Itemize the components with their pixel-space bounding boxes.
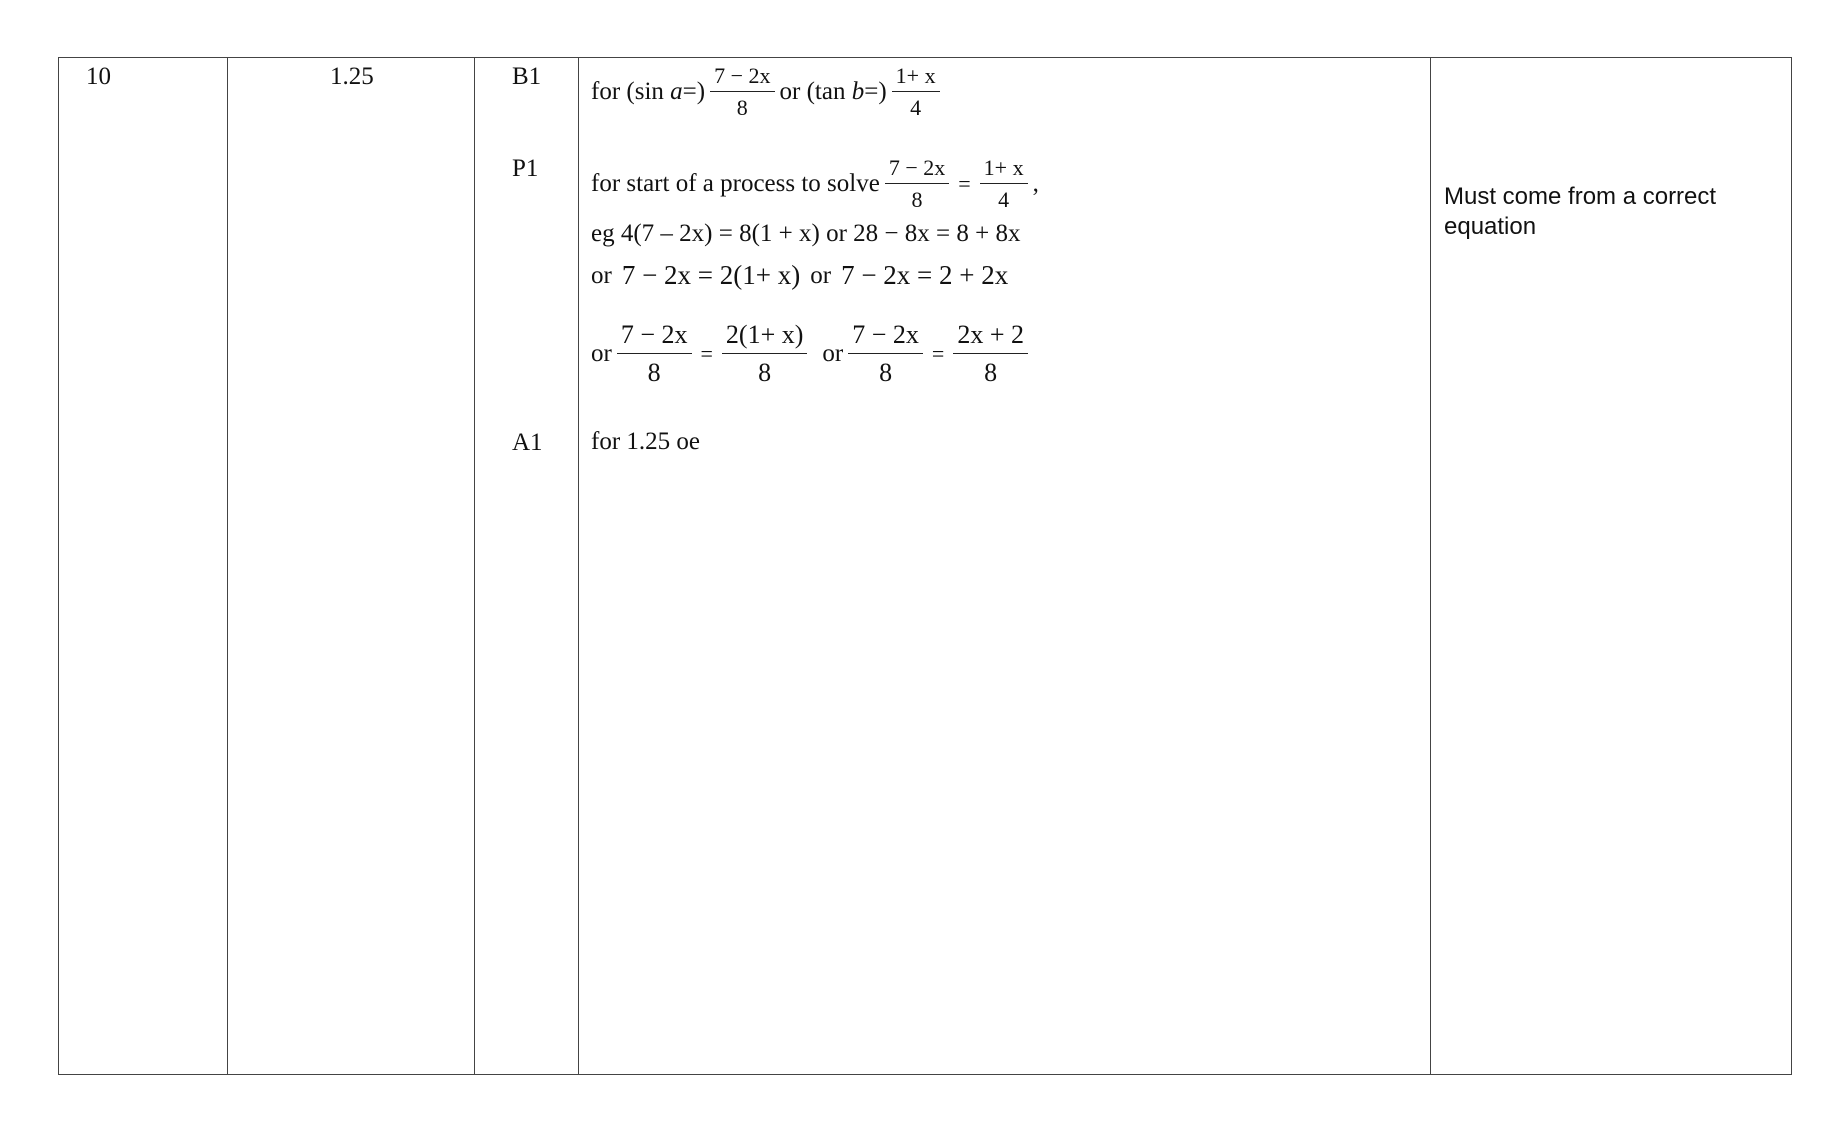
question-number: 10 [86, 63, 111, 90]
p1-equals: = [958, 171, 971, 196]
p1-equation: 7 − 2x = 2(1+ x) [621, 260, 801, 290]
p1-fraction-left [885, 156, 949, 212]
fraction-denominator: 8 [647, 358, 661, 387]
fraction-denominator: 4 [998, 187, 1010, 212]
fraction-denominator: 8 [984, 358, 998, 387]
working-column [579, 58, 1431, 1074]
fraction-denominator: 8 [736, 95, 748, 120]
b1-mid: or (tan [779, 78, 846, 105]
fraction-numerator: 2x + 2 [953, 320, 1028, 354]
b1-fraction-tan [892, 64, 940, 120]
p1-fraction [722, 320, 807, 388]
fraction-denominator: 8 [758, 358, 772, 387]
mark-p1: P1 [512, 155, 539, 182]
fraction-numerator: 7 − 2x [885, 156, 949, 184]
p1-or: or [591, 340, 612, 367]
question-column [59, 58, 228, 1074]
p1-fraction [617, 320, 692, 388]
fraction-numerator: 7 − 2x [617, 320, 692, 354]
fraction-numerator: 2(1+ x) [722, 320, 807, 354]
p1-suffix: , [1032, 170, 1039, 197]
p1-or: or [810, 261, 832, 289]
guidance-note: Must come from a correct equation [1444, 183, 1717, 240]
p1-prefix: for start of a process to solve [591, 170, 880, 197]
b1-tan-eq: =) [864, 78, 887, 105]
mark-scheme-table [58, 57, 1792, 1075]
fraction-denominator: 8 [911, 187, 923, 212]
fraction-numerator: 1+ x [980, 156, 1028, 184]
p1-equals: = [700, 341, 713, 366]
p1-or: or [822, 340, 844, 367]
fraction-denominator: 4 [910, 95, 922, 120]
p1-equals: = [931, 341, 945, 366]
fraction-numerator: 1+ x [892, 64, 940, 92]
p1-alternatives-line [591, 260, 1008, 291]
fraction-numerator: 7 − 2x [848, 320, 923, 354]
a1-working: for 1.25 oe [591, 428, 700, 455]
mark-b1: B1 [512, 63, 542, 90]
answer-column [228, 58, 475, 1074]
answer-value: 1.25 [330, 63, 374, 90]
fraction-denominator: 8 [879, 358, 893, 387]
notes-column [1431, 58, 1791, 1074]
p1-example-line: eg 4(7 – 2x) = 8(1 + x) or 28 − 8x = 8 + 8x [591, 220, 1021, 247]
b1-sin-var: a [670, 78, 683, 105]
b1-working [591, 64, 945, 120]
fraction-numerator: 7 − 2x [710, 64, 774, 92]
p1-fraction-right [980, 156, 1028, 212]
p1-fraction [953, 320, 1028, 388]
p1-or: or [591, 261, 612, 289]
b1-tan-var: b [851, 78, 865, 105]
mark-a1: A1 [512, 429, 543, 456]
p1-fraction [848, 320, 923, 388]
p1-fraction-line [591, 320, 1033, 388]
b1-sin-eq: =) [682, 78, 706, 105]
b1-prefix: for (sin [591, 78, 664, 105]
p1-equation: 7 − 2x = 2 + 2x [841, 260, 1009, 290]
b1-fraction-sin [710, 64, 774, 120]
p1-working [591, 156, 1039, 212]
mark-column [475, 58, 579, 1074]
